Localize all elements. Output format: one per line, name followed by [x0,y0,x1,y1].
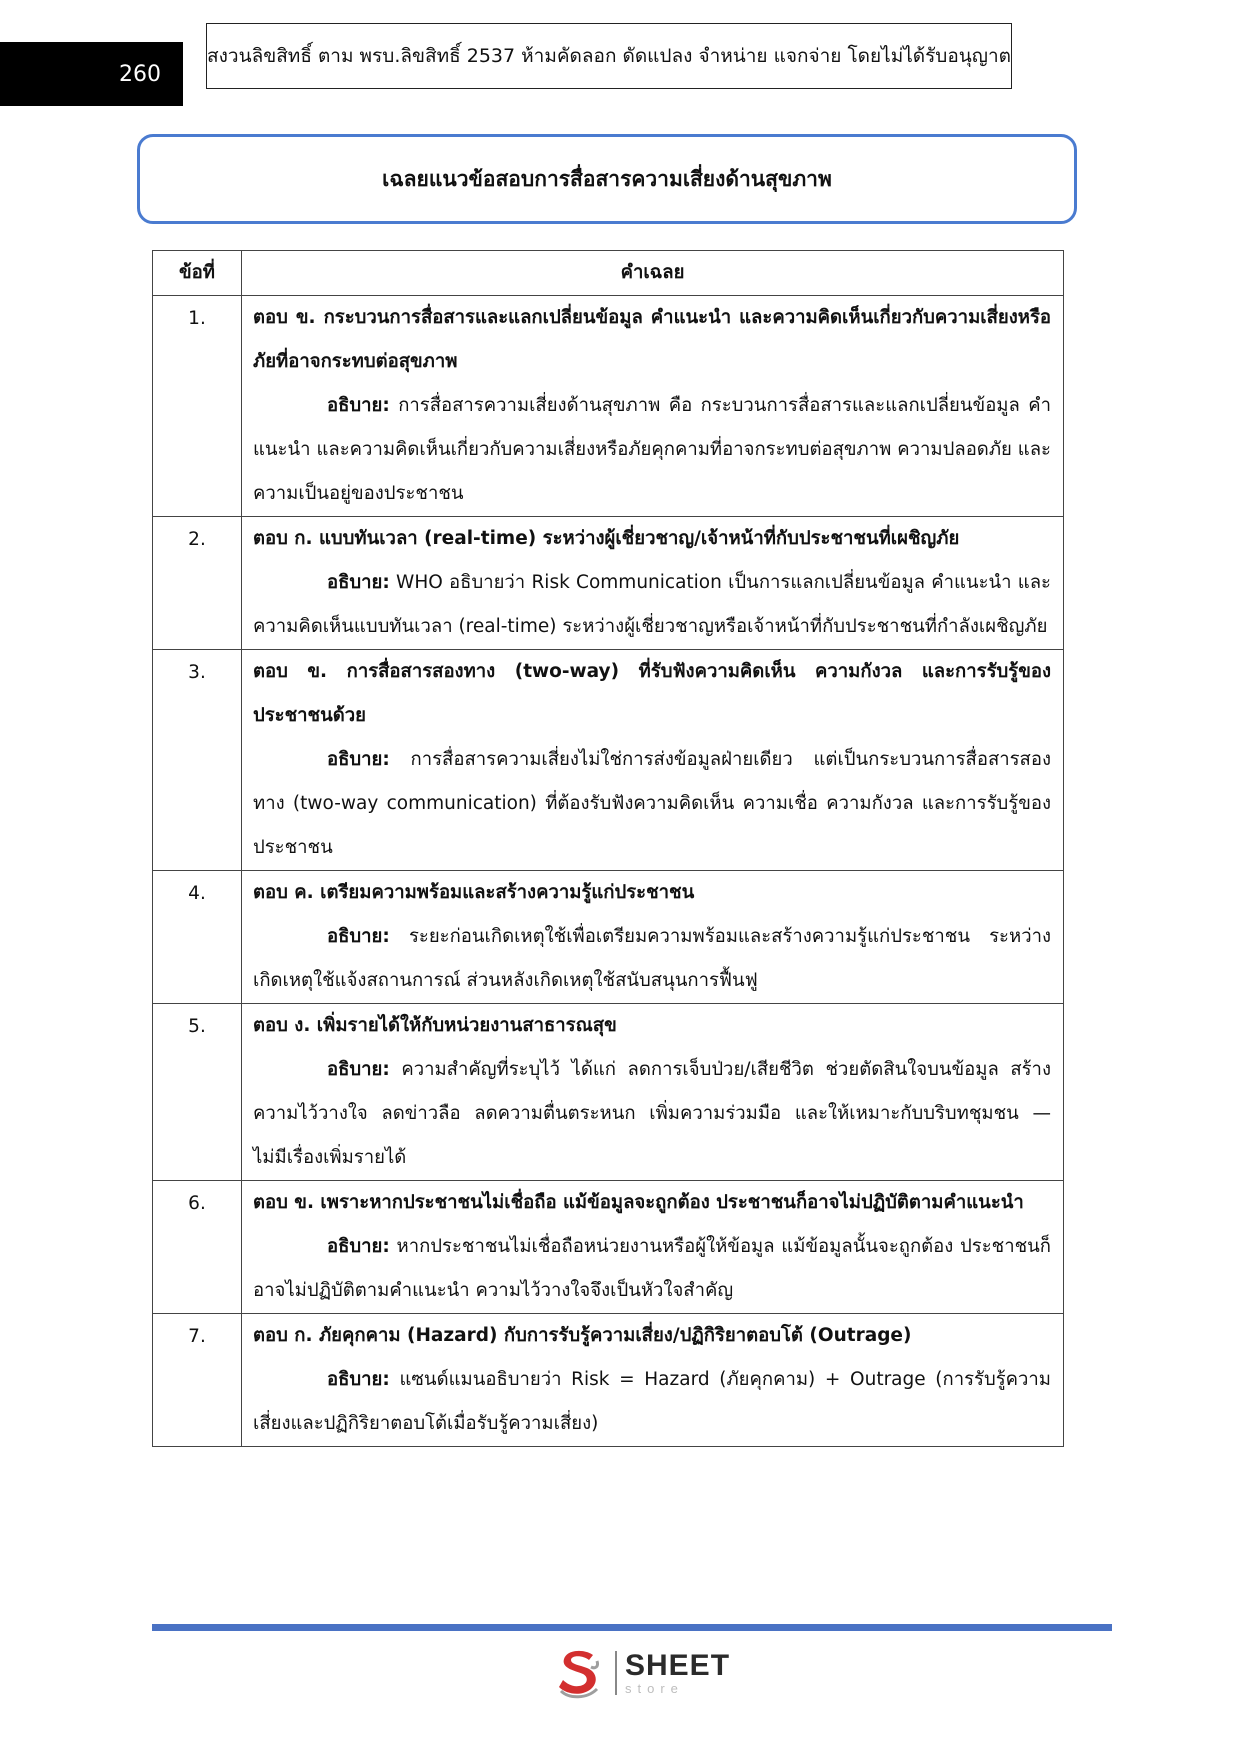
explanation [253,915,1051,1003]
explanation-text: หากประชาชนไม่เชื่อถือหน่วยงานหรือผู้ให้ข้อมูล แม้ข้อมูลนั้นจะถูกต้อง ประชาชนก็อาจไม่ปฏิบัติตามคำแนะนำ ความไว้วางใจจึงเป็นหัวใจสำคัญ [253,1236,1051,1301]
answer-text: ตอบ ก. แบบทันเวลา (real-time) ระหว่างผู้เชี่ยวชาญ/เจ้าหน้าที่กับประชาชนที่เผชิญภัย [253,528,960,549]
row-number: 4. [153,871,242,1004]
answer-text: ตอบ ง. เพิ่มรายได้ให้กับหน่วยงานสาธารณสุข [253,1015,617,1036]
explanation-label: อธิบาย: [327,749,390,770]
row-answer-cell [242,1004,1064,1181]
answer-table [152,250,1064,1447]
row-number: 1. [153,296,242,517]
logo-text [625,1651,730,1695]
row-answer-cell [242,517,1064,650]
sheet-store-logo-icon [555,1647,605,1699]
explanation-label: อธิบาย: [327,926,390,947]
answer-text: ตอบ ข. การสื่อสารสองทาง (two-way) ที่รับฟังความคิดเห็น ความกังวล และการรับรู้ของประชาชนด้วย [253,661,1051,726]
page-title-box [137,134,1077,224]
row-answer-cell [242,1181,1064,1314]
copyright-text: สงวนลิขสิทธิ์ ตาม พรบ.ลิขสิทธิ์ 2537 ห้ามคัดลอก ดัดแปลง จำหน่าย แจกจ่าย โดยไม่ได้รับอนุญาต [207,45,1011,67]
page-title: เฉลยแนวข้อสอบการสื่อสารความเสี่ยงด้านสุขภาพ [382,166,832,191]
row-number: 3. [153,650,242,871]
logo-divider [615,1651,617,1695]
row-answer-cell [242,296,1064,517]
table-row [153,1004,1064,1181]
explanation [253,738,1051,870]
table-row [153,517,1064,650]
explanation-text: ความสำคัญที่ระบุไว้ ได้แก่ ลดการเจ็บป่วย/เสียชีวิต ช่วยตัดสินใจบนข้อมูล สร้างความไว้วางใจ ลดข่าวลือ ลดความตื่นตระหนก เพิ่มความร่วมมือ และให้เหมาะกับบริบทชุมชน — ไม่มีเรื่องเพิ่มรายได้ [253,1059,1051,1168]
logo-subword: store [625,1681,684,1696]
explanation [253,561,1051,649]
footer-rule [152,1624,1112,1631]
explanation-text: การสื่อสารความเสี่ยงไม่ใช่การส่งข้อมูลฝ่ายเดียว แต่เป็นกระบวนการสื่อสารสองทาง (two-way communication) ที่ต้องรับฟังความคิดเห็น ความเชื่อ ความกังวล และการรับรู้ของประชาชน [253,749,1051,858]
row-number: 2. [153,517,242,650]
table-row [153,1181,1064,1314]
sheet-store-logo [555,1645,730,1701]
col-header-answer: คำเฉลย [242,251,1064,296]
explanation-text: แซนด์แมนอธิบายว่า Risk = Hazard (ภัยคุกคาม) + Outrage (การรับรู้ความเสี่ยงและปฏิกิริยาตอบโต้เมื่อรับรู้ความเสี่ยง) [253,1369,1051,1434]
row-number: 7. [153,1314,242,1447]
page-number-box [0,42,183,106]
page-number: 260 [119,61,161,87]
explanation-label: อธิบาย: [327,1369,390,1390]
answer-text: ตอบ ค. เตรียมความพร้อมและสร้างความรู้แก่ประชาชน [253,882,695,903]
table-row [153,871,1064,1004]
table-row [153,296,1064,517]
table-header-row [153,251,1064,296]
explanation [253,1048,1051,1180]
explanation-text: WHO อธิบายว่า Risk Communication เป็นการแลกเปลี่ยนข้อมูล คำแนะนำ และความคิดเห็นแบบทันเวลา (real-time) ระหว่างผู้เชี่ยวชาญหรือเจ้าหน้าที่กับประชาชนที่กำลังเผชิญภัย [253,572,1051,637]
table-row [153,1314,1064,1447]
row-number: 6. [153,1181,242,1314]
answer-text: ตอบ ข. กระบวนการสื่อสารและแลกเปลี่ยนข้อมูล คำแนะนำ และความคิดเห็นเกี่ยวกับความเสี่ยงหรือภัยที่อาจกระทบต่อสุขภาพ [253,307,1051,372]
logo-word: SHEET [625,1649,731,1682]
row-answer-cell [242,1314,1064,1447]
row-answer-cell [242,650,1064,871]
explanation-label: อธิบาย: [327,1059,390,1080]
col-header-number: ข้อที่ [153,251,242,296]
explanation-label: อธิบาย: [327,572,390,593]
row-number: 5. [153,1004,242,1181]
answer-text: ตอบ ก. ภัยคุกคาม (Hazard) กับการรับรู้ความเสี่ยง/ปฏิกิริยาตอบโต้ (Outrage) [253,1325,912,1346]
explanation-text: การสื่อสารความเสี่ยงด้านสุขภาพ คือ กระบวนการสื่อสารและแลกเปลี่ยนข้อมูล คำแนะนำ และความคิดเห็นเกี่ยวกับความเสี่ยงหรือภัยคุกคามที่อาจกระทบต่อสุขภาพ ความปลอดภัย และความเป็นอยู่ของประชาชน [253,395,1051,504]
explanation [253,384,1051,516]
explanation-text: ระยะก่อนเกิดเหตุใช้เพื่อเตรียมความพร้อมและสร้างความรู้แก่ประชาชน ระหว่างเกิดเหตุใช้แจ้งสถานการณ์ ส่วนหลังเกิดเหตุใช้สนับสนุนการฟื้นฟู [253,926,1051,991]
answer-text: ตอบ ข. เพราะหากประชาชนไม่เชื่อถือ แม้ข้อมูลจะถูกต้อง ประชาชนก็อาจไม่ปฏิบัติตามคำแนะนำ [253,1192,1024,1213]
explanation [253,1225,1051,1313]
explanation [253,1358,1051,1446]
explanation-label: อธิบาย: [327,395,390,416]
row-answer-cell [242,871,1064,1004]
copyright-notice [206,23,1012,89]
table-row [153,650,1064,871]
explanation-label: อธิบาย: [327,1236,390,1257]
